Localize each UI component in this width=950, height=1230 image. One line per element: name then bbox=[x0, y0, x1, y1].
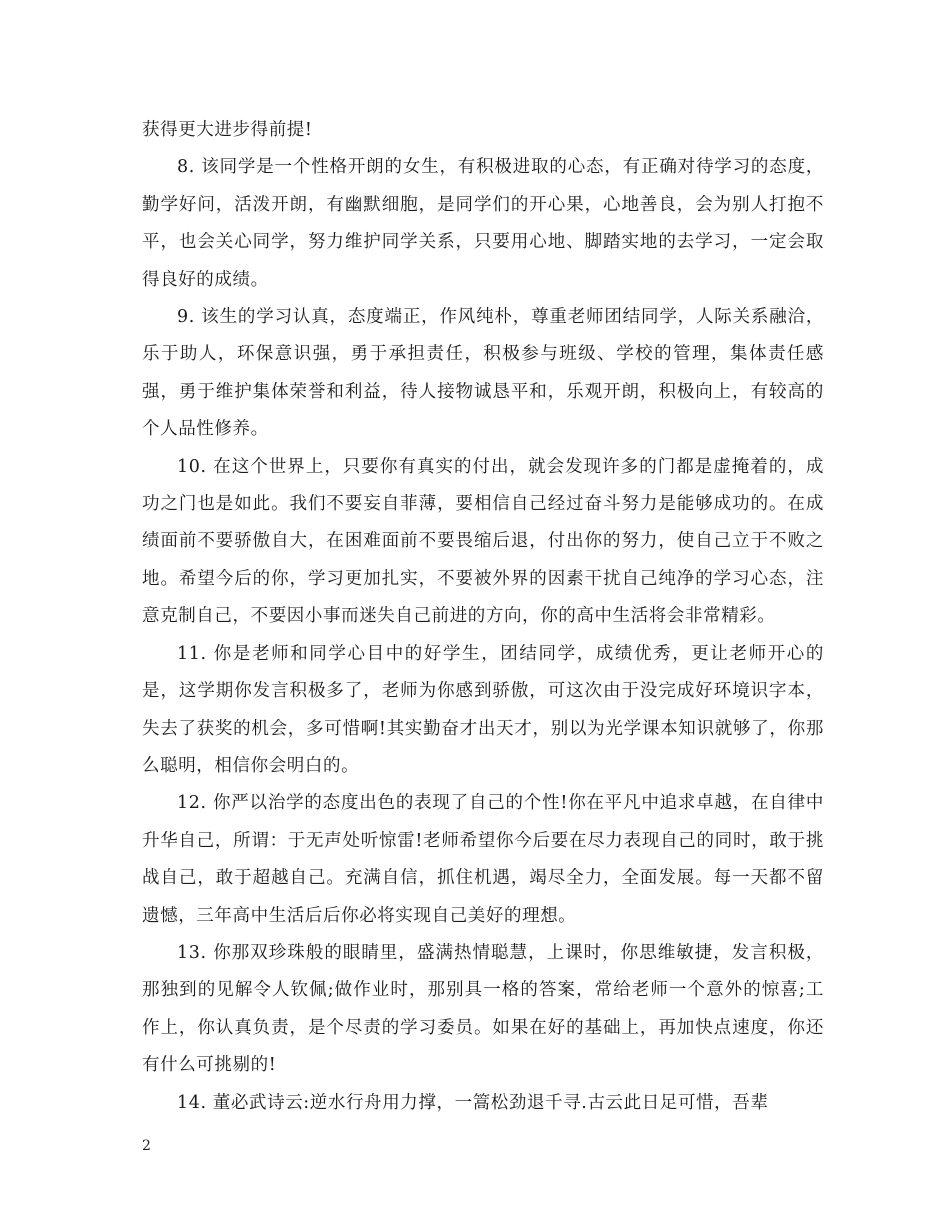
paragraph-continuation: 获得更大进步得前提! bbox=[142, 120, 313, 140]
paragraph-item-13: 13. 你那双珍珠般的眼睛里，盛满热情聪慧，上课时，你思维敏捷，发言积极，那独到的见解令人钦佩;做作业时，那别具一格的答案，常给老师一个意外的惊喜;工作上，你认真负责，是个尽责的学习委员。如果在好的基础上，再加快点速度，你还有什么可挑剔的! bbox=[142, 942, 824, 1076]
paragraph-item-10: 10. 在这个世界上，只要你有真实的付出，就会发现许多的门都是虚掩着的，成功之门也是如此。我们不要妄自菲薄，要相信自己经过奋斗努力是能够成功的。在成绩面前不要骄傲自大，在困难面前不要畏缩后退，付出你的努力，使自己立于不败之地。希望今后的你，学习更加扎实，不要被外界的因素干扰自己纯净的学习心态，注意克制自己，不要因小事而迷失自己前进的方向，你的高中生活将会非常精彩。 bbox=[142, 456, 824, 627]
paragraph-item-12: 12. 你严以治学的态度出色的表现了自己的个性!你在平凡中追求卓越，在自律中升华自己，所谓：于无声处听惊雷!老师希望你今后要在尽力表现自己的同时，敢于挑战自己，敢于超越自己。充满自信，抓住机遇，竭尽全力，全面发展。每一天都不留遗憾，三年高中生活后后你必将实现自己美好的理想。 bbox=[142, 793, 824, 926]
paragraph-item-9: 9. 该生的学习认真，态度端正，作风纯朴，尊重老师团结同学，人际关系融洽，乐于助人，环保意识强，勇于承担责任，积极参与班级、学校的管理，集体责任感强，勇于维护集体荣誉和利益，待人接物诚恳平和，乐观开朗，积极向上，有较高的个人品性修养。 bbox=[142, 307, 824, 440]
paragraph-item-8: 8. 该同学是一个性格开朗的女生，有积极进取的心态，有正确对待学习的态度，勤学好问，活泼开朗，有幽默细胞，是同学们的开心果，心地善良，会为别人打抱不平，也会关心同学，努力维护同学关系，只要用心地、脚踏实地的去学习，一定会取得良好的成绩。 bbox=[142, 157, 824, 290]
paragraph-item-14: 14. 董必武诗云:逆水行舟用力撑，一篙松劲退千寻.古云此日足可惜，吾辈 bbox=[177, 1092, 769, 1113]
paragraph-item-11: 11. 你是老师和同学心目中的好学生，团结同学，成绩优秀，更让老师开心的是，这学期你发言积极多了，老师为你感到骄傲，可这次由于没完成好环境识字本，失去了获奖的机会，多可惜啊!其实勤奋才出天才，别以为光学课本知识就够了，你那么聪明，相信你会明白的。 bbox=[142, 643, 824, 776]
document-body bbox=[142, 112, 824, 1122]
page-number: 2 bbox=[142, 1138, 151, 1154]
